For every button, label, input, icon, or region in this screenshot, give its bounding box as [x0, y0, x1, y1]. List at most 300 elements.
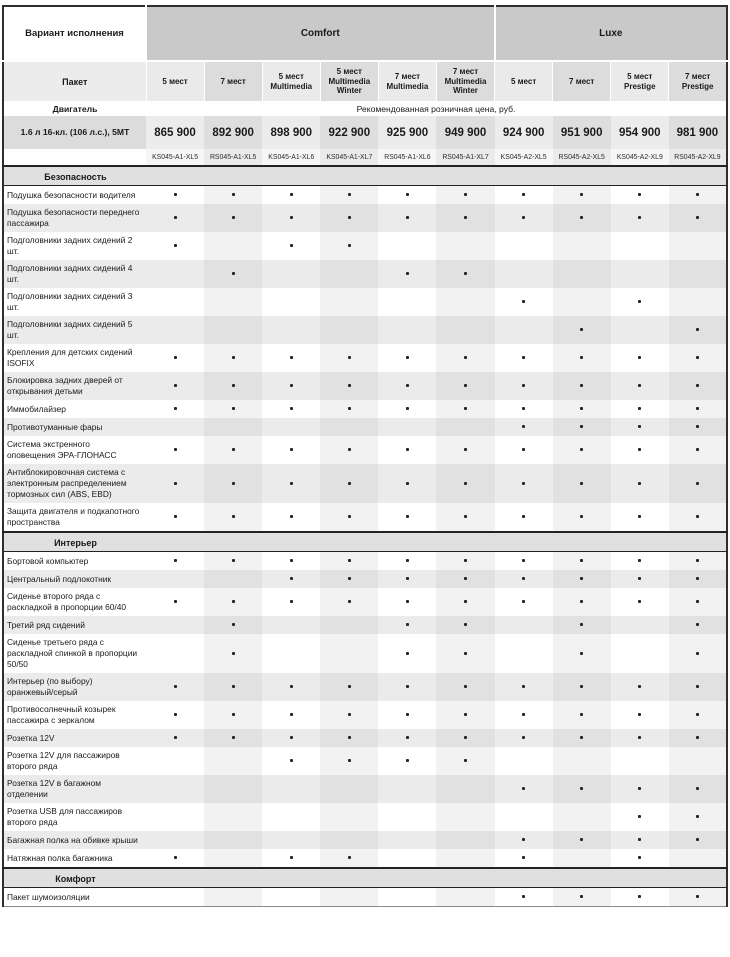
availability-dot — [348, 407, 351, 410]
availability-cell — [378, 344, 436, 372]
availability-cell — [611, 372, 669, 400]
availability-dot — [174, 713, 177, 716]
availability-dot — [522, 856, 525, 859]
trim-code-cell: KS045-A2-XL9 — [611, 149, 669, 166]
availability-dot — [348, 356, 351, 359]
availability-dot — [522, 577, 525, 580]
availability-cell — [262, 372, 320, 400]
availability-cell — [378, 186, 436, 205]
availability-cell — [204, 588, 262, 616]
availability-cell — [669, 747, 727, 775]
availability-cell — [146, 204, 204, 232]
availability-cell — [378, 436, 436, 464]
availability-cell — [611, 232, 669, 260]
availability-dot — [348, 713, 351, 716]
availability-dot — [464, 559, 467, 562]
availability-dot — [348, 448, 351, 451]
engine-cell: 1.6 л 16-кл. (106 л.с.), 5МТ — [3, 116, 146, 149]
availability-cell — [320, 588, 378, 616]
availability-cell — [669, 400, 727, 418]
section-title: Комфорт — [55, 874, 96, 884]
availability-cell — [436, 186, 494, 205]
availability-dot — [232, 559, 235, 562]
availability-dot — [580, 838, 583, 841]
availability-cell — [204, 616, 262, 634]
availability-cell — [320, 831, 378, 849]
availability-dot — [232, 515, 235, 518]
feature-label: Подушка безопасности переднего пассажира — [3, 204, 146, 232]
availability-cell — [669, 888, 727, 907]
feature-row — [3, 634, 727, 673]
availability-cell — [436, 418, 494, 436]
availability-cell — [495, 344, 553, 372]
price-note-label: Рекомендованная розничная цена, руб. — [146, 101, 727, 116]
availability-cell — [320, 260, 378, 288]
availability-cell — [320, 775, 378, 803]
availability-cell — [262, 232, 320, 260]
availability-cell — [320, 552, 378, 571]
feature-label: Сиденье второго ряда с раскладкой в пропорции 60/40 — [3, 588, 146, 616]
availability-cell — [204, 803, 262, 831]
availability-dot — [174, 856, 177, 859]
availability-cell — [669, 570, 727, 588]
availability-dot — [290, 515, 293, 518]
availability-cell — [204, 673, 262, 701]
availability-dot — [696, 425, 699, 428]
availability-dot — [696, 577, 699, 580]
availability-cell — [553, 552, 611, 571]
availability-cell — [262, 849, 320, 868]
availability-cell — [204, 775, 262, 803]
feature-label: Пакет шумоизоляции — [3, 888, 146, 907]
availability-dot — [232, 216, 235, 219]
availability-cell — [320, 616, 378, 634]
availability-cell — [436, 588, 494, 616]
price-cell: 924 900 — [495, 116, 553, 149]
availability-cell — [436, 204, 494, 232]
availability-dot — [290, 759, 293, 762]
availability-cell — [436, 372, 494, 400]
availability-cell — [669, 831, 727, 849]
availability-cell — [495, 747, 553, 775]
availability-cell — [378, 570, 436, 588]
feature-row — [3, 849, 727, 868]
feature-label: Антиблокировочная система с электронным распределением тормозных сил (ABS, EBD) — [3, 464, 146, 503]
availability-cell — [553, 503, 611, 532]
availability-cell — [611, 634, 669, 673]
availability-cell — [262, 418, 320, 436]
availability-dot — [406, 652, 409, 655]
availability-cell — [436, 634, 494, 673]
availability-dot — [290, 736, 293, 739]
availability-dot — [464, 193, 467, 196]
feature-row — [3, 747, 727, 775]
availability-cell — [320, 747, 378, 775]
availability-dot — [406, 623, 409, 626]
availability-cell — [378, 260, 436, 288]
availability-cell — [146, 418, 204, 436]
availability-cell — [146, 701, 204, 729]
availability-dot — [406, 600, 409, 603]
availability-cell — [553, 888, 611, 907]
feature-label: Розетка 12V — [3, 729, 146, 747]
availability-dot — [696, 623, 699, 626]
package-column-header: 7 мест Multimedia Winter — [436, 61, 494, 101]
availability-dot — [638, 815, 641, 818]
availability-cell — [320, 803, 378, 831]
availability-cell — [669, 344, 727, 372]
availability-dot — [464, 515, 467, 518]
availability-cell — [436, 831, 494, 849]
availability-cell — [553, 729, 611, 747]
availability-cell — [378, 849, 436, 868]
availability-dot — [696, 515, 699, 518]
availability-cell — [320, 888, 378, 907]
availability-cell — [262, 729, 320, 747]
availability-cell — [611, 464, 669, 503]
availability-cell — [436, 849, 494, 868]
availability-cell — [320, 288, 378, 316]
availability-dot — [696, 482, 699, 485]
availability-dot — [580, 328, 583, 331]
availability-cell — [495, 204, 553, 232]
availability-dot — [232, 193, 235, 196]
availability-dot — [406, 515, 409, 518]
availability-dot — [232, 623, 235, 626]
availability-dot — [290, 685, 293, 688]
availability-cell — [262, 747, 320, 775]
availability-dot — [348, 759, 351, 762]
availability-cell — [611, 400, 669, 418]
availability-cell — [436, 701, 494, 729]
availability-dot — [522, 300, 525, 303]
availability-dot — [348, 559, 351, 562]
availability-dot — [406, 407, 409, 410]
availability-cell — [262, 588, 320, 616]
availability-dot — [464, 685, 467, 688]
availability-dot — [406, 216, 409, 219]
availability-dot — [464, 482, 467, 485]
price-cell: 865 900 — [146, 116, 204, 149]
feature-row — [3, 232, 727, 260]
availability-cell — [436, 400, 494, 418]
availability-cell — [495, 701, 553, 729]
feature-label: Розетка USB для пассажиров второго ряда — [3, 803, 146, 831]
feature-row — [3, 552, 727, 571]
availability-cell — [611, 316, 669, 344]
availability-dot — [174, 407, 177, 410]
availability-cell — [320, 204, 378, 232]
availability-cell — [495, 503, 553, 532]
availability-cell — [611, 701, 669, 729]
availability-dot — [522, 216, 525, 219]
availability-cell — [553, 775, 611, 803]
availability-cell — [204, 634, 262, 673]
trim-code-cell: RS045-A1-XL7 — [436, 149, 494, 166]
availability-cell — [146, 288, 204, 316]
availability-dot — [638, 425, 641, 428]
availability-dot — [580, 600, 583, 603]
availability-dot — [696, 736, 699, 739]
availability-cell — [436, 436, 494, 464]
availability-cell — [146, 803, 204, 831]
availability-cell — [320, 316, 378, 344]
availability-dot — [638, 856, 641, 859]
availability-cell — [495, 803, 553, 831]
availability-dot — [406, 713, 409, 716]
availability-cell — [378, 634, 436, 673]
variant-header-cell: Вариант исполнения — [3, 6, 146, 61]
availability-cell — [204, 260, 262, 288]
availability-dot — [638, 577, 641, 580]
availability-dot — [348, 600, 351, 603]
availability-cell — [611, 503, 669, 532]
availability-cell — [611, 186, 669, 205]
availability-cell — [553, 803, 611, 831]
availability-cell — [204, 316, 262, 344]
availability-dot — [696, 895, 699, 898]
trim-code-cell: KS045-A1-XL7 — [320, 149, 378, 166]
availability-cell — [553, 701, 611, 729]
availability-cell — [669, 588, 727, 616]
trim-code-cell: KS045-A1-XL6 — [262, 149, 320, 166]
availability-dot — [464, 713, 467, 716]
availability-dot — [406, 759, 409, 762]
availability-cell — [553, 316, 611, 344]
feature-row — [3, 464, 727, 503]
availability-cell — [204, 186, 262, 205]
availability-cell — [146, 372, 204, 400]
availability-dot — [290, 384, 293, 387]
availability-dot — [638, 895, 641, 898]
trim-code-cell: RS045-A2-XL9 — [669, 149, 727, 166]
availability-cell — [320, 701, 378, 729]
group-comfort-cell: Comfort — [146, 6, 495, 61]
variant-row — [3, 6, 727, 61]
availability-cell — [262, 616, 320, 634]
availability-cell — [320, 344, 378, 372]
availability-cell — [262, 775, 320, 803]
availability-cell — [204, 729, 262, 747]
feature-label: Интерьер (по выбору) оранжевый/серый — [3, 673, 146, 701]
feature-row — [3, 831, 727, 849]
availability-dot — [522, 425, 525, 428]
feature-row — [3, 888, 727, 907]
availability-cell — [553, 400, 611, 418]
availability-dot — [406, 448, 409, 451]
availability-dot — [348, 736, 351, 739]
availability-dot — [406, 193, 409, 196]
availability-dot — [696, 787, 699, 790]
availability-dot — [290, 577, 293, 580]
availability-dot — [232, 407, 235, 410]
availability-dot — [174, 356, 177, 359]
availability-dot — [638, 838, 641, 841]
package-column-header: 5 мест — [146, 61, 204, 101]
availability-cell — [320, 634, 378, 673]
availability-cell — [495, 588, 553, 616]
availability-cell — [204, 503, 262, 532]
availability-dot — [232, 384, 235, 387]
availability-cell — [378, 775, 436, 803]
availability-dot — [696, 356, 699, 359]
feature-label: Подголовники задних сидений 4 шт. — [3, 260, 146, 288]
feature-row — [3, 436, 727, 464]
availability-cell — [378, 288, 436, 316]
price-cell: 951 900 — [553, 116, 611, 149]
availability-dot — [406, 272, 409, 275]
availability-cell — [204, 436, 262, 464]
availability-cell — [611, 588, 669, 616]
availability-cell — [436, 570, 494, 588]
availability-cell — [495, 464, 553, 503]
feature-label: Розетка 12V в багажном отделении — [3, 775, 146, 803]
availability-cell — [320, 729, 378, 747]
availability-dot — [522, 384, 525, 387]
availability-dot — [174, 482, 177, 485]
availability-cell — [611, 803, 669, 831]
availability-dot — [638, 787, 641, 790]
availability-cell — [262, 570, 320, 588]
availability-cell — [262, 634, 320, 673]
availability-dot — [580, 577, 583, 580]
availability-dot — [174, 244, 177, 247]
availability-dot — [522, 713, 525, 716]
availability-cell — [495, 418, 553, 436]
availability-dot — [638, 685, 641, 688]
availability-cell — [611, 204, 669, 232]
availability-dot — [232, 685, 235, 688]
price-cell: 949 900 — [436, 116, 494, 149]
price-cell: 922 900 — [320, 116, 378, 149]
feature-label: Защита двигателя и подкапотного пространства — [3, 503, 146, 532]
availability-cell — [262, 831, 320, 849]
feature-row — [3, 186, 727, 205]
availability-cell — [436, 775, 494, 803]
availability-cell — [204, 747, 262, 775]
availability-cell — [262, 464, 320, 503]
availability-dot — [174, 559, 177, 562]
availability-cell — [204, 372, 262, 400]
availability-cell — [146, 552, 204, 571]
availability-cell — [495, 888, 553, 907]
availability-cell — [553, 186, 611, 205]
availability-dot — [406, 685, 409, 688]
availability-dot — [638, 356, 641, 359]
feature-row — [3, 418, 727, 436]
availability-dot — [522, 515, 525, 518]
feature-label: Натяжная полка багажника — [3, 849, 146, 868]
feature-row — [3, 616, 727, 634]
availability-cell — [611, 552, 669, 571]
availability-dot — [696, 815, 699, 818]
availability-cell — [378, 588, 436, 616]
feature-row — [3, 344, 727, 372]
availability-dot — [464, 623, 467, 626]
package-column-header: 5 мест Multimedia — [262, 61, 320, 101]
section-title: Безопасность — [44, 172, 107, 182]
availability-dot — [232, 356, 235, 359]
availability-dot — [290, 482, 293, 485]
availability-dot — [638, 407, 641, 410]
availability-cell — [204, 418, 262, 436]
availability-dot — [464, 736, 467, 739]
availability-cell — [553, 232, 611, 260]
availability-cell — [436, 552, 494, 571]
availability-cell — [495, 436, 553, 464]
price-cell: 898 900 — [262, 116, 320, 149]
group-luxe-cell: Luxe — [495, 6, 727, 61]
availability-cell — [495, 260, 553, 288]
trim-code-cell: RS045-A1-XL5 — [204, 149, 262, 166]
availability-cell — [146, 232, 204, 260]
availability-cell — [204, 701, 262, 729]
availability-cell — [436, 729, 494, 747]
availability-cell — [611, 570, 669, 588]
availability-dot — [522, 407, 525, 410]
availability-cell — [378, 232, 436, 260]
availability-cell — [262, 186, 320, 205]
availability-cell — [669, 616, 727, 634]
availability-cell — [146, 849, 204, 868]
feature-row — [3, 503, 727, 532]
trim-code-cell: RS045-A1-XL6 — [378, 149, 436, 166]
availability-dot — [406, 482, 409, 485]
availability-dot — [290, 216, 293, 219]
availability-cell — [553, 372, 611, 400]
availability-cell — [611, 775, 669, 803]
section-header-row — [3, 868, 727, 888]
availability-cell — [320, 418, 378, 436]
availability-dot — [464, 448, 467, 451]
availability-dot — [638, 515, 641, 518]
availability-dot — [232, 482, 235, 485]
availability-dot — [464, 759, 467, 762]
availability-dot — [696, 448, 699, 451]
availability-cell — [204, 288, 262, 316]
availability-cell — [146, 186, 204, 205]
availability-dot — [348, 244, 351, 247]
availability-dot — [638, 300, 641, 303]
package-column-header: 7 мест — [553, 61, 611, 101]
availability-dot — [522, 838, 525, 841]
availability-cell — [378, 464, 436, 503]
availability-cell — [669, 186, 727, 205]
section-header-cell — [3, 166, 727, 186]
availability-cell — [495, 849, 553, 868]
availability-cell — [320, 232, 378, 260]
availability-cell — [320, 372, 378, 400]
availability-cell — [553, 436, 611, 464]
availability-dot — [696, 838, 699, 841]
availability-cell — [553, 673, 611, 701]
availability-cell — [553, 418, 611, 436]
availability-dot — [348, 193, 351, 196]
availability-cell — [495, 775, 553, 803]
package-column-header: 7 мест Multimedia — [378, 61, 436, 101]
availability-cell — [262, 344, 320, 372]
availability-cell — [553, 747, 611, 775]
feature-row — [3, 288, 727, 316]
availability-dot — [174, 448, 177, 451]
availability-cell — [436, 503, 494, 532]
feature-label: Центральный подлокотник — [3, 570, 146, 588]
availability-dot — [522, 600, 525, 603]
availability-cell — [378, 316, 436, 344]
price-cell: 925 900 — [378, 116, 436, 149]
availability-dot — [406, 577, 409, 580]
availability-dot — [174, 216, 177, 219]
